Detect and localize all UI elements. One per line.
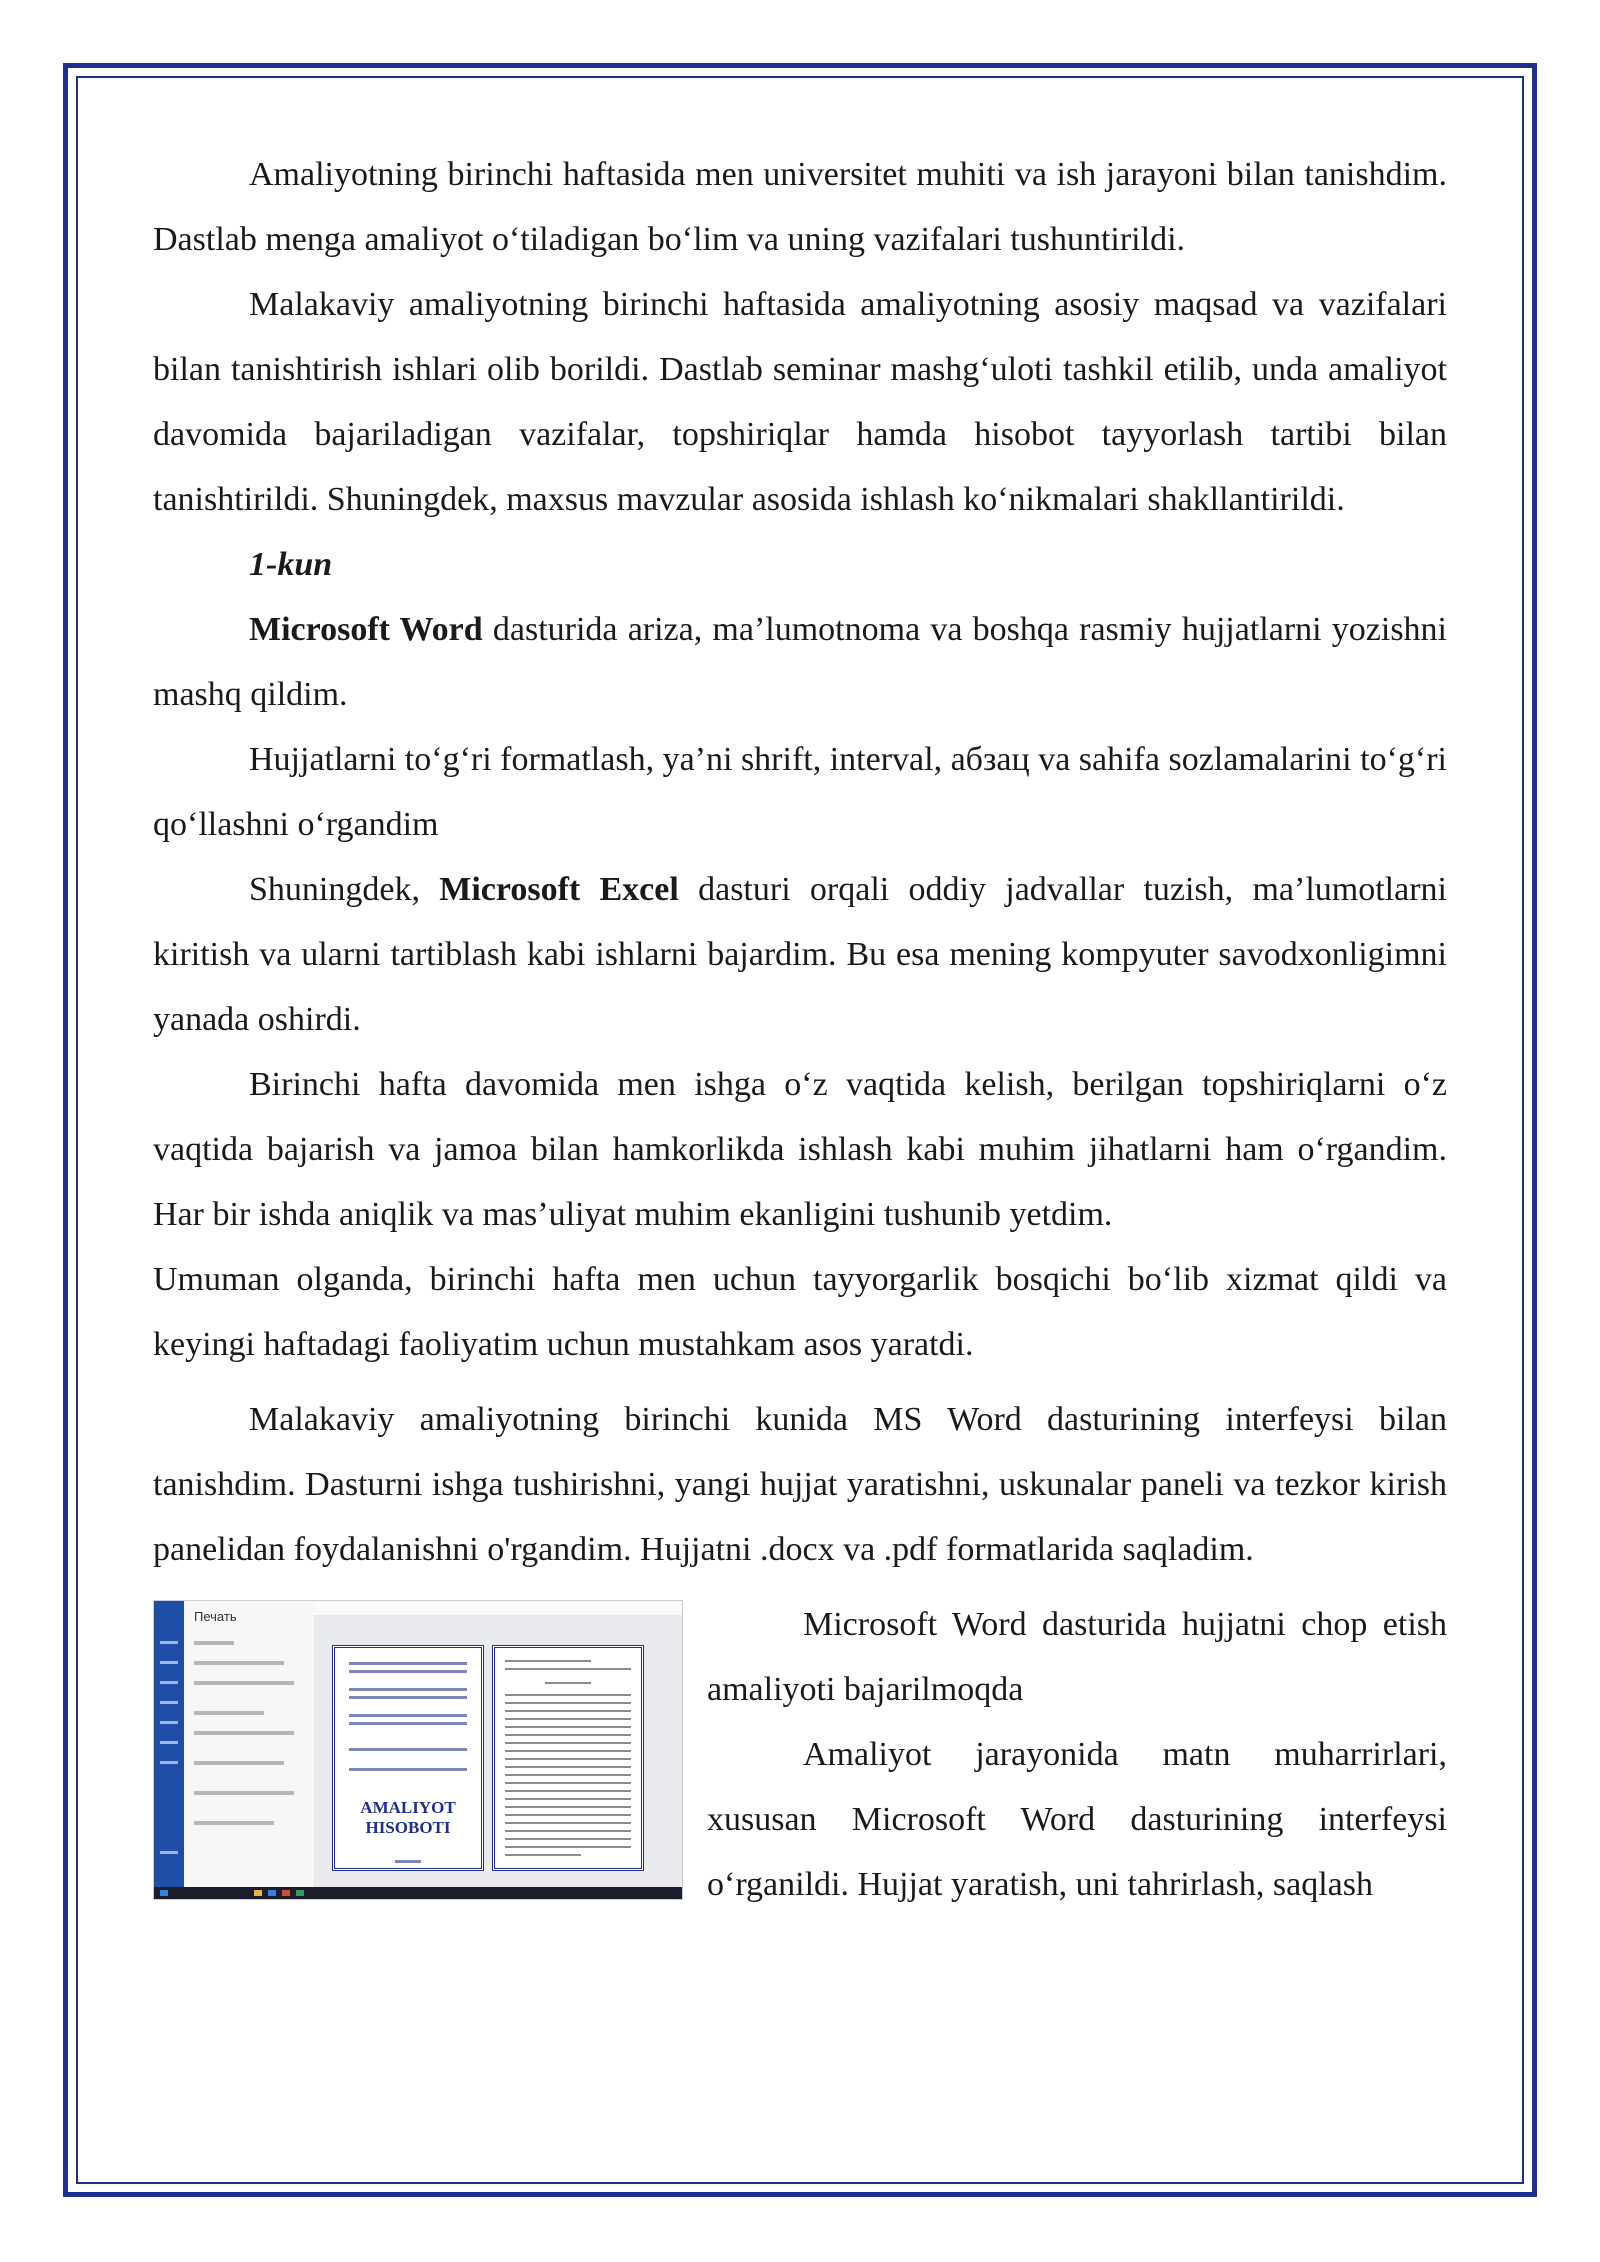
paragraph-4: Hujjatlarni to‘g‘ri formatlash, ya’ni shrift, interval, абзац va sahifa sozlamalarini to‘g‘ri qo‘llashni o‘rgandim bbox=[153, 741, 1447, 843]
figure-caption: Microsoft Word dasturida hujjatni chop etish amaliyoti bajarilmoqda bbox=[707, 1606, 1447, 1708]
day-heading-text: 1-kun bbox=[249, 546, 333, 583]
day-heading bbox=[153, 532, 1447, 597]
paragraph-3-rest: dasturida ariza, ma’lumotnoma va boshqa rasmiy hujjatlarni yozishni mashq qildim. bbox=[153, 611, 1447, 713]
screenshot-cover-page bbox=[332, 1645, 484, 1871]
screenshot-text-page bbox=[492, 1645, 644, 1871]
screenshot-print-panel bbox=[184, 1601, 315, 1899]
paragraph-3 bbox=[153, 597, 1447, 727]
paragraph-8: Malakaviy amaliyotning birinchi kunida MS Word dasturining interfeysi bilan tanishdim. Dasturni ishga tushirishni, yangi hujjat yaratishni, uskunalar paneli va tezkor kirish panelidan foydalanishni o'rgandim. Hujjatni .docx va .pdf formatlarida saqladim. bbox=[153, 1401, 1447, 1568]
paragraph-6: Birinchi hafta davomida men ishga o‘z vaqtida kelish, berilgan topshiriqlarni o‘z vaqtida bajarish va jamoa bilan hamkorlikda ishlash kabi muhim jihatlarni ham o‘rgandim. Har bir ishda aniqlik va mas’uliyat muhim ekanligini tushunib yetdim. bbox=[153, 1066, 1447, 1233]
screenshot-title-bar bbox=[314, 1601, 682, 1616]
screenshot-panel-title: Печать bbox=[194, 1609, 237, 1624]
screenshot-backstage-sidebar bbox=[154, 1601, 184, 1899]
paragraph-9: Amaliyot jarayonida matn muharrirlari, xususan Microsoft Word dasturining interfeysi o‘rganildi. Hujjat yaratish, uni tahrirlash, saqlash bbox=[707, 1736, 1447, 1903]
paragraph-5 bbox=[153, 857, 1447, 1052]
screenshot-taskbar bbox=[154, 1887, 682, 1899]
paragraph-5-rest: dasturi orqali oddiy jadvallar tuzish, ma’lumotlarni kiritish va ularni tartiblash kabi ishlarni bajardim. Bu esa mening kompyuter savodxonligimni yanada oshirdi. bbox=[153, 871, 1447, 1038]
paragraph-7: Umuman olganda, birinchi hafta men uchun tayyorgarlik bosqichi bo‘lib xizmat qildi va keyingi haftadagi faoliyatim uchun mustahkam asos yaratdi. bbox=[153, 1261, 1447, 1363]
figure-side-text bbox=[707, 1592, 1447, 1917]
paragraph-5-pre: Shuningdek, bbox=[249, 871, 440, 908]
paragraph-1: Amaliyotning birinchi haftasida men universitet muhiti va ish jarayoni bilan tanishdim. Dastlab menga amaliyot o‘tiladigan bo‘lim va uning vazifalari tushuntirildi. bbox=[153, 156, 1447, 258]
figure-row bbox=[153, 1592, 1447, 1917]
word-print-screenshot bbox=[153, 1600, 683, 1900]
document-body bbox=[153, 142, 1447, 1917]
paragraph-2: Malakaviy amaliyotning birinchi haftasida amaliyotning asosiy maqsad va vazifalari bilan tanishtirish ishlari olib borildi. Dastlab seminar mashg‘uloti tashkil etilib, unda amaliyot davomida bajariladigan vazifalar, topshiriqlar hamda hisobot tayyorlash tartibi bilan tanishtirildi. Shuningdek, maxsus mavzular asosida ishlash ko‘nikmalari shakllantirildi. bbox=[153, 286, 1447, 518]
screenshot-cover-title: AMALIYOT HISOBOTI bbox=[360, 1798, 456, 1837]
paragraph-3-bold: Microsoft Word bbox=[249, 611, 483, 648]
paragraph-5-bold: Microsoft Excel bbox=[439, 871, 679, 908]
